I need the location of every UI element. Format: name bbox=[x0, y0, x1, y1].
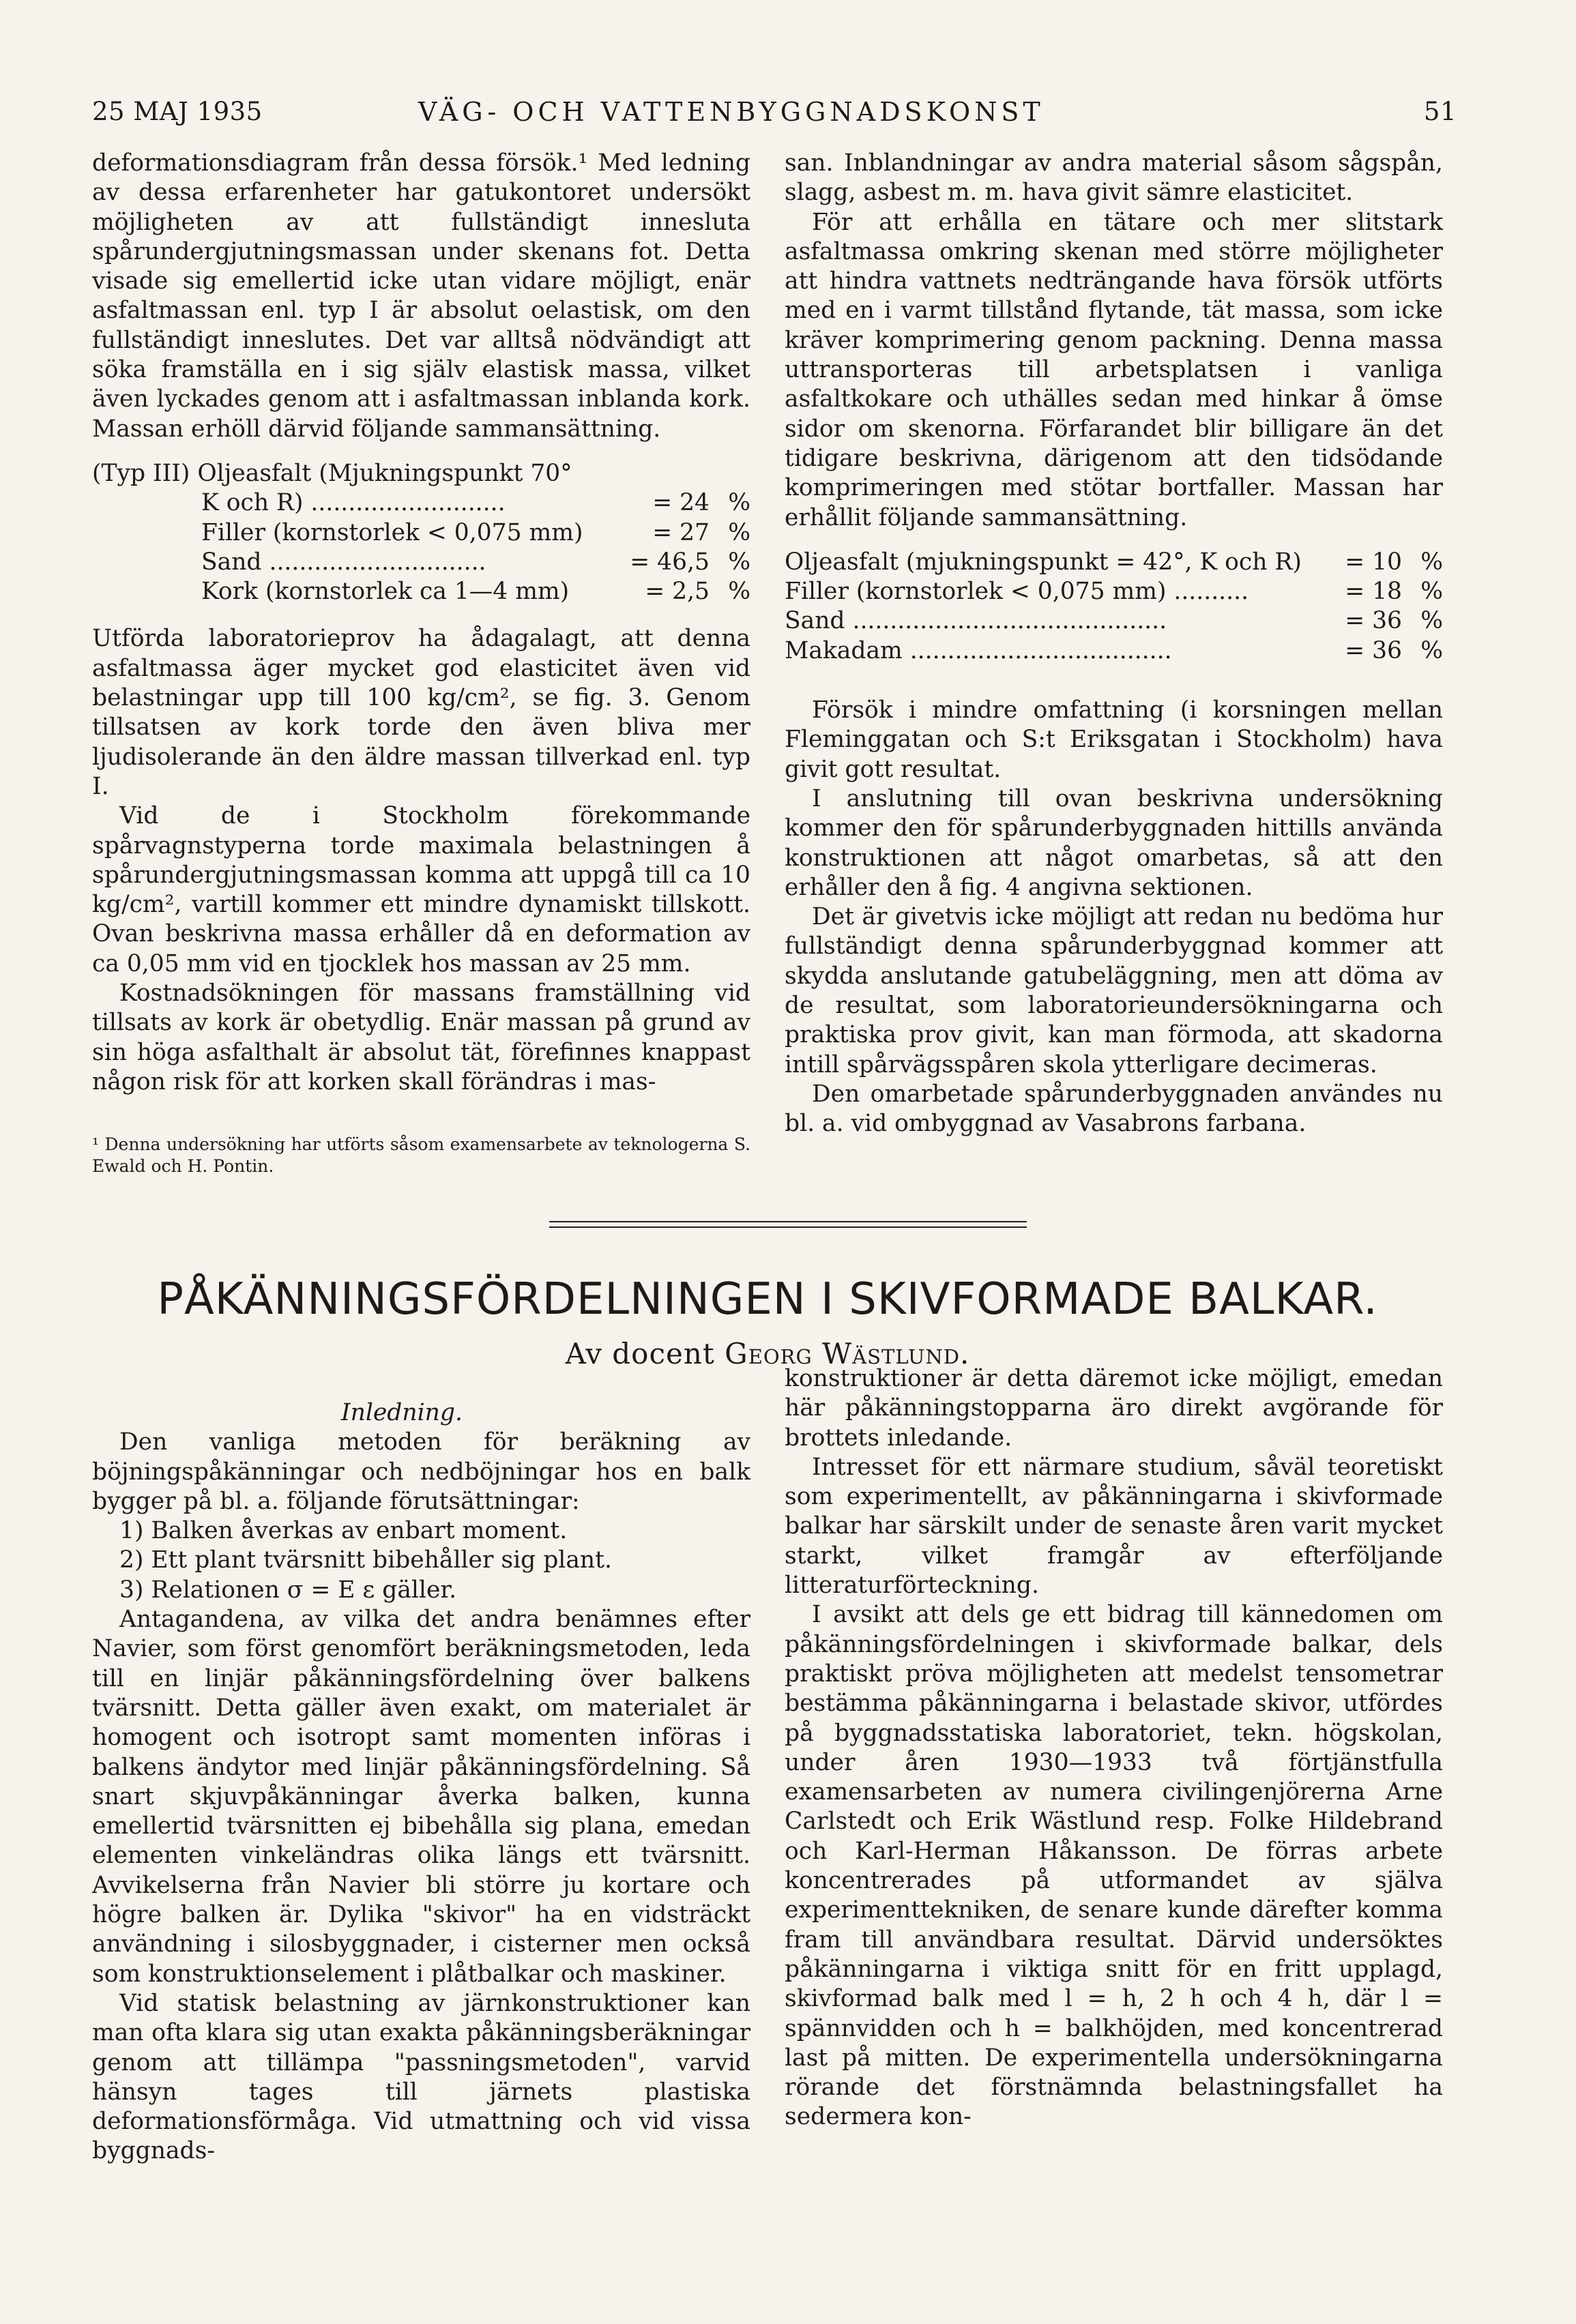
composition-table-2 bbox=[785, 548, 1443, 666]
formula-row: K och R) .......................... = 24 % bbox=[201, 489, 750, 517]
formula-row: (Typ III) Oljeasfalt (Mjukningspunkt 70° bbox=[92, 459, 572, 487]
formula-row: Sand .......................................... = 36 % bbox=[785, 607, 1443, 635]
section-divider bbox=[549, 1221, 1027, 1222]
author-name: Georg Wästlund. bbox=[725, 1337, 970, 1370]
paragraph: Intresset för ett närmare studium, såväl teoretiskt som experimentellt, av påkänningarna i skivformade balkar har särskilt under de senaste åren varit mycket starkt, vilket framgår av efterföljande litteraturförteckning. bbox=[785, 1453, 1443, 1600]
column-right-top bbox=[785, 149, 1443, 1139]
formula-row: Sand ............................. = 46,5 % bbox=[201, 548, 750, 576]
column-right-bottom bbox=[785, 1364, 1443, 2132]
paragraph: Den vanliga metoden för beräkning av böjningspåkänningar och nedböjningar hos en balk bygger på bl. a. följande förutsättningar: bbox=[92, 1428, 750, 1515]
section-heading: Inledning. bbox=[341, 1399, 463, 1426]
paragraph: I anslutning till ovan beskrivna undersökning kommer den för spårunderbyggnaden hittills använda konstruktionen att något omarbetas, så att den erhåller den å fig. 4 angivna sektionen. bbox=[785, 784, 1443, 901]
paragraph: konstruktioner är detta däremot icke möjligt, emedan här påkänningstopparna äro direkt avgörande för brottets inledande. bbox=[785, 1365, 1443, 1452]
column-left-bottom bbox=[92, 1398, 750, 2166]
header-date: 25 MAJ 1935 bbox=[92, 97, 263, 126]
article-byline: Av docent Georg Wästlund. bbox=[565, 1337, 970, 1370]
list-item: 1) Balken åverkas av enbart moment. bbox=[119, 1517, 568, 1545]
formula-row: Makadam ................................... = 36 % bbox=[785, 636, 1443, 664]
running-header bbox=[92, 97, 1457, 138]
footnote: ¹ Denna undersökning har utförts såsom examensarbete av teknologerna S. Ewald och H. Pontin. bbox=[92, 1134, 750, 1177]
paragraph: Vid statisk belastning av järnkonstruktioner kan man ofta klara sig utan exakta påkänningsberäkningar genom att tillämpa "passningsmetoden", varvid hänsyn tages till järnets plastiska deformationsförmåga. Vid utmattning och vid vissa byggnads- bbox=[92, 1989, 750, 2165]
formula-row: Kork (kornstorlek ca 1—4 mm) = 2,5 % bbox=[201, 578, 750, 606]
formula-row: Filler (kornstorlek < 0,075 mm) = 27 % bbox=[201, 518, 750, 546]
paragraph: För att erhålla en tätare och mer slitstark asfaltmassa omkring skenan med större möjligheter att hindra vattnets nedträngande hava försök utförts med en i varmt tillstånd flytande, tät massa, som icke kräver komprimering genom packning. Denna massa uttransporteras till arbetsplatsen i vanliga asfaltkokare och uthälles sedan med hinkar å ömse sidor om skenorna. Förfarandet blir billigare än det tidigare beskrivna, därigenom att den tidsödande komprimeringen med stötar bortfaller. Massan har erhållit följande sammansättning. bbox=[785, 208, 1443, 531]
paragraph: Kostnadsökningen för massans framställning vid tillsats av kork är obetydlig. Enär massan på grund av sin höga asfalthalt är absolut tät, förefinnes knappast någon risk för att korken skall förändras i mas- bbox=[92, 980, 750, 1095]
section-divider bbox=[549, 1226, 1027, 1228]
paragraph: Försök i mindre omfattning (i korsningen mellan Fleminggatan och S:t Eriksgatan i Stockholm) hava givit gott resultat. bbox=[785, 696, 1443, 783]
composition-table-1 bbox=[92, 459, 750, 606]
paragraph: I avsikt att dels ge ett bidrag till kännedomen om påkänningsfördelningen i skivformade balkar, dels praktiskt pröva möjligheten att medelst tensometrar bestämma påkänningarna i belastade skivor, utfördes på byggnadsstatiska laboratoriet, tekn. högskolan, under åren 1930—1933 två förtjänstfulla examensarbeten av numera civilingenjörerna Arne Carlstedt och Erik Wästlund resp. Folke Hildebrand och Karl-Herman Håkansson. De förras arbete koncentrerades på utformandet av själva experimenttekniken, de senare kunde därefter komma fram till användbara resultat. Därvid undersöktes påkänningarna i viktiga snitt för en fritt upplagd, skivformad balk med l = h, 2 h och 4 h, där l = spännvidden och h = balkhöjden, med koncentrerad last på mitten. De experimentella undersökningarna rörande det förstnämnda belastningsfallet ha sedermera kon- bbox=[785, 1601, 1443, 2131]
formula-row: Filler (kornstorlek < 0,075 mm) .......... = 18 % bbox=[785, 578, 1443, 606]
header-page-number: 51 bbox=[1423, 97, 1457, 126]
paragraph: san. Inblandningar av andra material såsom sågspån, slagg, asbest m. m. hava givit sämre elasticitet. bbox=[785, 149, 1443, 207]
paragraph: Vid de i Stockholm förekommande spårvagnstyperna torde maximala belastningen å spårundergjutningsmassan komma att uppgå till ca 10 kg/cm², vartill kommer ett mindre dynamiskt tillskott. Ovan beskrivna massa erhåller då en deformation av ca 0,05 mm vid en tjocklek hos massan av 25 mm. bbox=[92, 802, 750, 977]
list-item: 3) Relationen σ = E ε gäller. bbox=[119, 1576, 457, 1604]
article-title: PÅKÄNNINGSFÖRDELNINGEN I SKIVFORMADE BALKAR. bbox=[157, 1274, 1378, 1325]
paragraph: Utförda laboratorieprov ha ådagalagt, att denna asfaltmassa äger mycket god elasticitet även vid belastningar upp till 100 kg/cm², se fig. 3. Genom tillsatsen av kork torde den även bliva mer ljudisolerande än den äldre massan tillverkad enl. typ I. bbox=[92, 625, 750, 800]
formula-row: Oljeasfalt (mjukningspunkt = 42°, K och R) = 10 % bbox=[785, 548, 1443, 576]
list-item: 2) Ett plant tvärsnitt bibehåller sig plant. bbox=[119, 1546, 612, 1574]
header-journal: VÄG- OCH VATTENBYGGNADSKONST bbox=[418, 97, 1045, 127]
paragraph: Den omarbetade spårunderbyggnaden användes nu bl. a. vid ombyggnad av Vasabrons farbana. bbox=[785, 1080, 1443, 1138]
column-left-top bbox=[92, 149, 750, 1177]
paragraph: deformationsdiagram från dessa försök.¹ Med ledning av dessa erfarenheter har gatukontoret undersökt möjligheten av att fullständigt innesluta spårundergjutningsmassan under skenans fot. Detta visade sig emellertid icke utan vidare möjligt, enär asfaltmassan enl. typ I är absolut oelastisk, om den fullständigt inneslutes. Det var alltså nödvändigt att söka framställa en i sig själv elastisk massa, vilket även lyckades genom att i asfaltmassan inblanda kork. Massan erhöll därvid följande sammansättning. bbox=[92, 149, 750, 443]
paragraph: Antagandena, av vilka det andra benämnes efter Navier, som först genomfört beräkningsmetoden, leda till en linjär påkänningsfördelning över balkens tvärsnitt. Detta gäller även exakt, om materialet är homogent och isotropt samt momenten införas i balkens ändytor med linjär påkänningsfördelning. Så snart skjuvpåkänningar åverka balken, kunna emellertid tvärsnitten ej bibehålla sig plana, emedan elementen vinkeländras olika längs ett tvärsnitt. Avvikelserna från Navier bli större ju kortare och högre balken är. Dylika "skivor" ha en vidsträckt användning i silosbyggnader, i cisterner men också som konstruktionselement i plåtbalkar och maskiner. bbox=[92, 1606, 750, 1988]
paragraph: Det är givetvis icke möjligt att redan nu bedöma hur fullständigt denna spårunderbyggnad kommer att skydda anslutande gatubeläggning, men att döma av de resultat, som laboratorieundersökningarna och praktiska prov givit, kan man förmoda, att skadorna intill spårvägsspåren skola ytterligare decimeras. bbox=[785, 903, 1443, 1078]
